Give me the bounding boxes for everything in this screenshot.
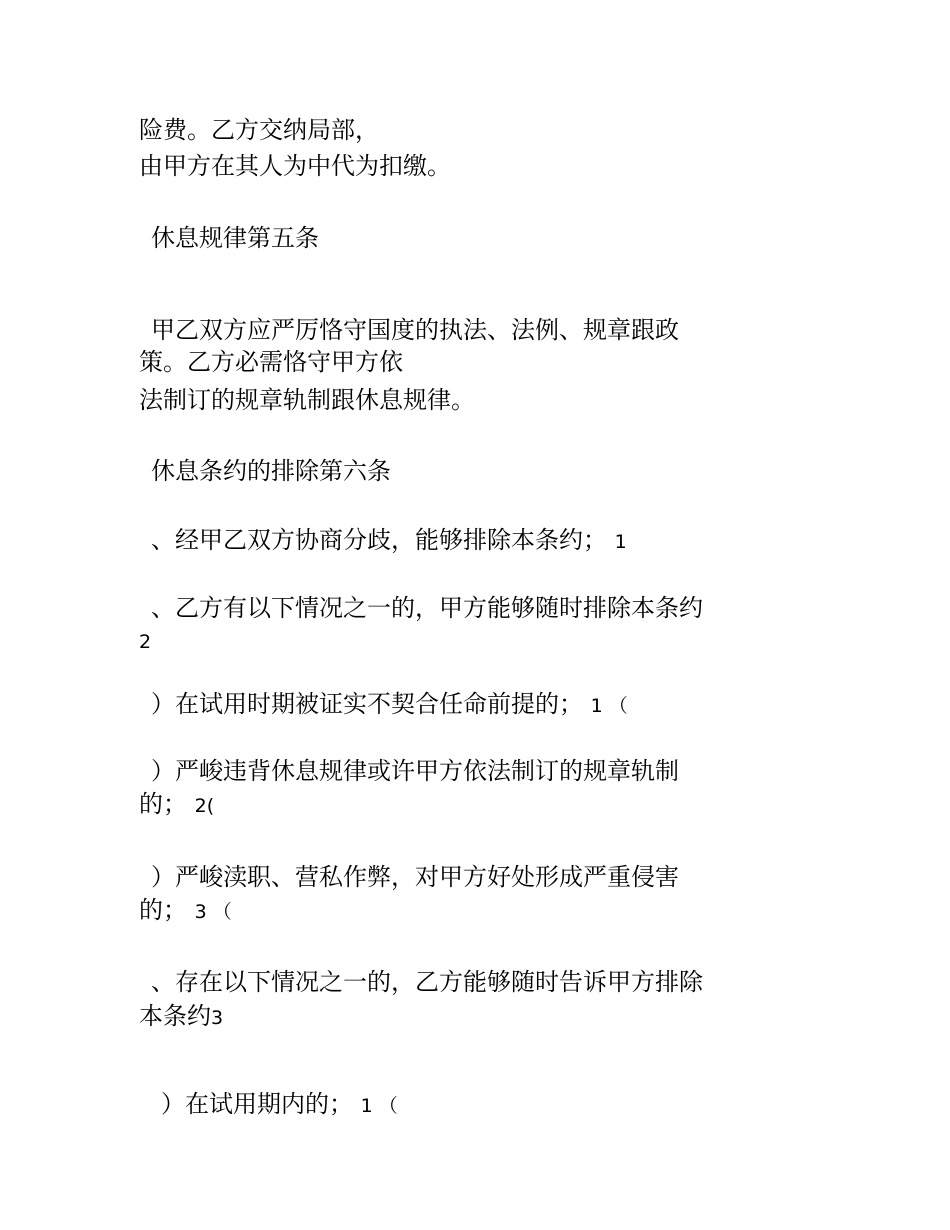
text-line xyxy=(139,624,151,658)
text-line xyxy=(139,384,475,416)
text-line xyxy=(151,966,703,998)
line-text: 甲乙双方应严厉恪守国度的执法、法例、规章跟政 xyxy=(151,316,679,344)
clause-number: 1 （ xyxy=(360,1095,398,1117)
clause-number: 1 xyxy=(614,531,627,553)
line-text: 的； xyxy=(139,790,187,818)
clause-number: 3 （ xyxy=(194,901,232,923)
text-line xyxy=(151,861,679,893)
line-text: 本条约 xyxy=(139,1002,211,1030)
clause-number: 1 （ xyxy=(590,695,628,717)
line-text: ）在试用期内的； xyxy=(161,1090,353,1118)
line-text: 、乙方有以下情况之一的，甲方能够随时排除本条约 xyxy=(151,594,703,622)
line-text: 法制订的规章轨制跟休息规律。 xyxy=(139,386,475,414)
text-line xyxy=(151,524,627,558)
text-line xyxy=(151,755,679,787)
text-line xyxy=(139,788,214,822)
line-text: 险费。乙方交纳局部， xyxy=(139,116,379,144)
clause-number: 2( xyxy=(194,795,215,817)
line-text: 由甲方在其人为中代为扣缴。 xyxy=(139,152,451,180)
line-text: ）在试用时期被证实不契合任命前提的； xyxy=(151,690,583,718)
text-line xyxy=(151,592,703,624)
line-text: 、存在以下情况之一的，乙方能够随时告诉甲方排除 xyxy=(151,968,703,996)
section-heading xyxy=(151,222,319,254)
heading-text: 休息条约的排除第六条 xyxy=(151,457,391,485)
section-heading xyxy=(151,455,391,487)
text-line xyxy=(161,1088,398,1122)
line-text: ）严峻渎职、营私作弊，对甲方好处形成严重侵害 xyxy=(151,863,679,891)
text-line xyxy=(139,894,232,928)
clause-number: 2 xyxy=(139,631,152,653)
text-line xyxy=(151,688,628,722)
text-line xyxy=(139,150,451,182)
line-text: ）严峻违背休息规律或许甲方依法制订的规章轨制 xyxy=(151,757,679,785)
line-text: 、经甲乙双方协商分歧，能够排除本条约； xyxy=(151,526,607,554)
line-text: 的； xyxy=(139,896,187,924)
text-line xyxy=(139,114,379,146)
clause-number: 3 xyxy=(211,1007,224,1029)
text-line xyxy=(151,314,679,346)
text-line xyxy=(139,1000,223,1034)
text-line xyxy=(139,346,403,378)
heading-text: 休息规律第五条 xyxy=(151,224,319,252)
line-text: 策。乙方必需恪守甲方依 xyxy=(139,348,403,376)
